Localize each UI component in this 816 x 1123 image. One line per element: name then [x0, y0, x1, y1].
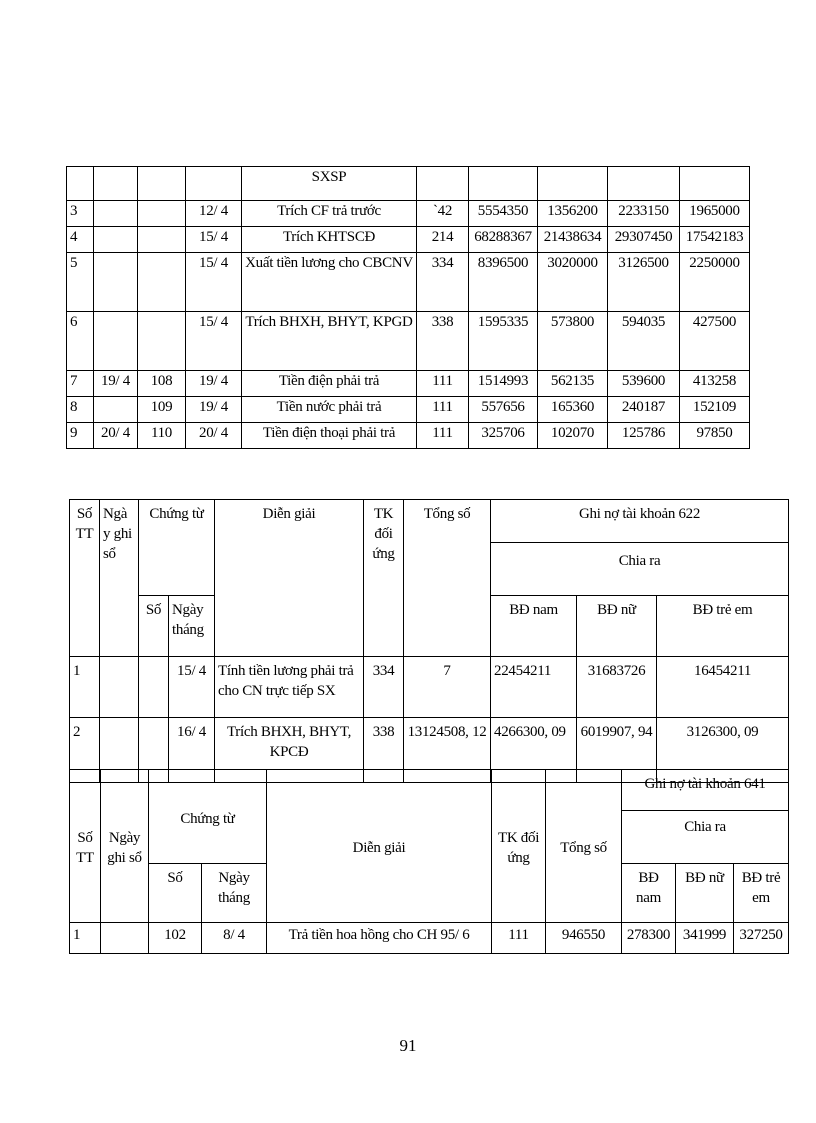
- header-bd-nam: BĐ nam: [622, 864, 676, 923]
- table-cell: [469, 167, 538, 201]
- table-cell: 278300: [622, 923, 676, 954]
- header-so: Số: [149, 864, 202, 923]
- table-cell: 16454211: [657, 657, 789, 718]
- table-row: [67, 201, 750, 227]
- table-cell: Tiền điện phải trả: [242, 371, 417, 397]
- table-cell: [94, 312, 138, 371]
- table-cell: [680, 167, 750, 201]
- table-row: [67, 371, 750, 397]
- table-cell: [138, 312, 186, 371]
- table-cell: Tiền điện thoại phải trả: [242, 423, 417, 449]
- table-row: [67, 167, 750, 201]
- table-cell: 946550: [546, 923, 622, 954]
- table-cell: 214: [417, 227, 469, 253]
- table-cell: [186, 167, 242, 201]
- table-cell: 165360: [538, 397, 608, 423]
- table-cell: 341999: [676, 923, 734, 954]
- table-cell: 5: [67, 253, 94, 312]
- table-cell: 29307450: [608, 227, 680, 253]
- table-cell: Trích KHTSCĐ: [242, 227, 417, 253]
- table-cell: 20/ 4: [94, 423, 138, 449]
- table-cell: SXSP: [242, 167, 417, 201]
- table-cell: 562135: [538, 371, 608, 397]
- table-cell: [138, 201, 186, 227]
- table-cell: 6019907, 94: [577, 718, 657, 783]
- ledger-table-continuation: [66, 166, 750, 449]
- table-cell: 8/ 4: [202, 923, 267, 954]
- table-cell: 111: [417, 397, 469, 423]
- table-cell: 4: [67, 227, 94, 253]
- table-cell: 3: [67, 201, 94, 227]
- header-dien-giai: Diễn giải: [215, 500, 364, 657]
- table-cell: 111: [417, 423, 469, 449]
- table-cell: 31683726: [577, 657, 657, 718]
- table-cell: 3020000: [538, 253, 608, 312]
- table3-header-row-1: [70, 770, 789, 811]
- table-cell: 152109: [680, 397, 750, 423]
- header-so: Số: [139, 596, 169, 657]
- ledger-table-622: [69, 499, 789, 783]
- header-ghi-no: Ghi nợ tài khoản 622: [491, 500, 789, 543]
- table-cell: 111: [492, 923, 546, 954]
- table-cell: [94, 167, 138, 201]
- table-cell: 111: [417, 371, 469, 397]
- table-cell: 338: [364, 718, 404, 783]
- table-cell: 15/ 4: [186, 227, 242, 253]
- table-cell: 12/ 4: [186, 201, 242, 227]
- table-cell: Tính tiền lương phải trả cho CN trực tiếp SX: [215, 657, 364, 718]
- table-cell: 16/ 4: [169, 718, 215, 783]
- table-cell: 413258: [680, 371, 750, 397]
- header-ngay-ghi-so: Ngà y ghi sổ: [100, 500, 139, 657]
- table-cell: 7: [67, 371, 94, 397]
- header-bd-nam: BĐ nam: [491, 596, 577, 657]
- table-cell: 1595335: [469, 312, 538, 371]
- table-cell: [94, 397, 138, 423]
- header-dien-giai: Diễn giải: [267, 770, 492, 923]
- table-cell: 15/ 4: [169, 657, 215, 718]
- table-cell: 594035: [608, 312, 680, 371]
- table-cell: 1: [70, 923, 101, 954]
- table-cell: 7: [404, 657, 491, 718]
- table-cell: [94, 201, 138, 227]
- header-ngay-thang: Ngày tháng: [169, 596, 215, 657]
- header-bd-tre-em: BĐ trẻ em: [734, 864, 789, 923]
- header-ngay-ghi-so: Ngày ghi sổ: [101, 770, 149, 923]
- table-cell: [608, 167, 680, 201]
- table-cell: Trích BHXH, BHYT, KPCĐ: [215, 718, 364, 783]
- table-row: [70, 923, 789, 954]
- table-cell: 19/ 4: [94, 371, 138, 397]
- table-cell: [100, 657, 139, 718]
- table-cell: 15/ 4: [186, 312, 242, 371]
- table-cell: 2: [70, 718, 100, 783]
- table-cell: 6: [67, 312, 94, 371]
- header-stt: Số TT: [70, 500, 100, 657]
- table-cell: 19/ 4: [186, 397, 242, 423]
- table-cell: 97850: [680, 423, 750, 449]
- table-cell: 557656: [469, 397, 538, 423]
- table-cell: 8: [67, 397, 94, 423]
- table-cell: [67, 167, 94, 201]
- header-chung-tu: Chứng từ: [139, 500, 215, 596]
- table-cell: 1514993: [469, 371, 538, 397]
- table-cell: 102: [149, 923, 202, 954]
- header-bd-tre-em: BĐ trẻ em: [657, 596, 789, 657]
- header-chung-tu: Chứng từ: [149, 770, 267, 864]
- table-cell: 125786: [608, 423, 680, 449]
- table-row: [67, 227, 750, 253]
- table-cell: 427500: [680, 312, 750, 371]
- table-cell: 338: [417, 312, 469, 371]
- table-cell: [94, 227, 138, 253]
- table-cell: 22454211: [491, 657, 577, 718]
- table-cell: 240187: [608, 397, 680, 423]
- table-cell: [417, 167, 469, 201]
- table-cell: 3126500: [608, 253, 680, 312]
- table-cell: [538, 167, 608, 201]
- table-cell: 110: [138, 423, 186, 449]
- table-row: [67, 312, 750, 371]
- table-cell: 13124508, 12: [404, 718, 491, 783]
- table-cell: [101, 923, 149, 954]
- table-cell: 334: [417, 253, 469, 312]
- table-cell: 20/ 4: [186, 423, 242, 449]
- table-cell: `42: [417, 201, 469, 227]
- table-cell: 1: [70, 657, 100, 718]
- table-cell: 5554350: [469, 201, 538, 227]
- table1-body: [67, 167, 750, 449]
- header-ngay-thang: Ngày tháng: [202, 864, 267, 923]
- table-cell: Tiền nước phải trả: [242, 397, 417, 423]
- table2-body: [70, 657, 789, 783]
- table-cell: 4266300, 09: [491, 718, 577, 783]
- table-cell: [138, 167, 186, 201]
- header-chia-ra: Chia ra: [491, 543, 789, 596]
- table-cell: [138, 227, 186, 253]
- table3-body: [70, 923, 789, 954]
- table-cell: 19/ 4: [186, 371, 242, 397]
- table-cell: 21438634: [538, 227, 608, 253]
- table-cell: 539600: [608, 371, 680, 397]
- table-cell: [138, 253, 186, 312]
- table-cell: 102070: [538, 423, 608, 449]
- table-cell: [94, 253, 138, 312]
- header-bd-nu: BĐ nữ: [676, 864, 734, 923]
- table-row: [67, 423, 750, 449]
- table-row: [70, 657, 789, 718]
- table-cell: 573800: [538, 312, 608, 371]
- table-row: [67, 397, 750, 423]
- table-cell: 334: [364, 657, 404, 718]
- table2-header-row-1: [70, 500, 789, 543]
- header-tong-so: Tổng số: [546, 770, 622, 923]
- table-cell: 15/ 4: [186, 253, 242, 312]
- table-cell: 2233150: [608, 201, 680, 227]
- header-tk-doi-ung: TK đối ứng: [492, 770, 546, 923]
- table-cell: 8396500: [469, 253, 538, 312]
- table-cell: Trích CF trả trước: [242, 201, 417, 227]
- table-cell: 325706: [469, 423, 538, 449]
- table-cell: Trích BHXH, BHYT, KPGD: [242, 312, 417, 371]
- table-cell: 327250: [734, 923, 789, 954]
- header-bd-nu: BĐ nữ: [577, 596, 657, 657]
- table-cell: 1356200: [538, 201, 608, 227]
- table-cell: 108: [138, 371, 186, 397]
- table-cell: 9: [67, 423, 94, 449]
- table-cell: 109: [138, 397, 186, 423]
- table-cell: [139, 657, 169, 718]
- table-cell: 2250000: [680, 253, 750, 312]
- table-row: [67, 253, 750, 312]
- header-ghi-no: Ghi nợ tài khoản 641: [622, 770, 789, 811]
- header-tk-doi-ung: TK đối ứng: [364, 500, 404, 657]
- table-cell: Xuất tiền lương cho CBCNV: [242, 253, 417, 312]
- table-cell: 1965000: [680, 201, 750, 227]
- ledger-table-641: [69, 769, 789, 954]
- table-cell: 3126300, 09: [657, 718, 789, 783]
- header-stt: Số TT: [70, 770, 101, 923]
- header-tong-so: Tổng số: [404, 500, 491, 657]
- table-cell: 17542183: [680, 227, 750, 253]
- table-cell: 68288367: [469, 227, 538, 253]
- page-number: 91: [399, 1036, 417, 1055]
- header-chia-ra: Chia ra: [622, 811, 789, 864]
- table-cell: Trả tiền hoa hồng cho CH 95/ 6: [267, 923, 492, 954]
